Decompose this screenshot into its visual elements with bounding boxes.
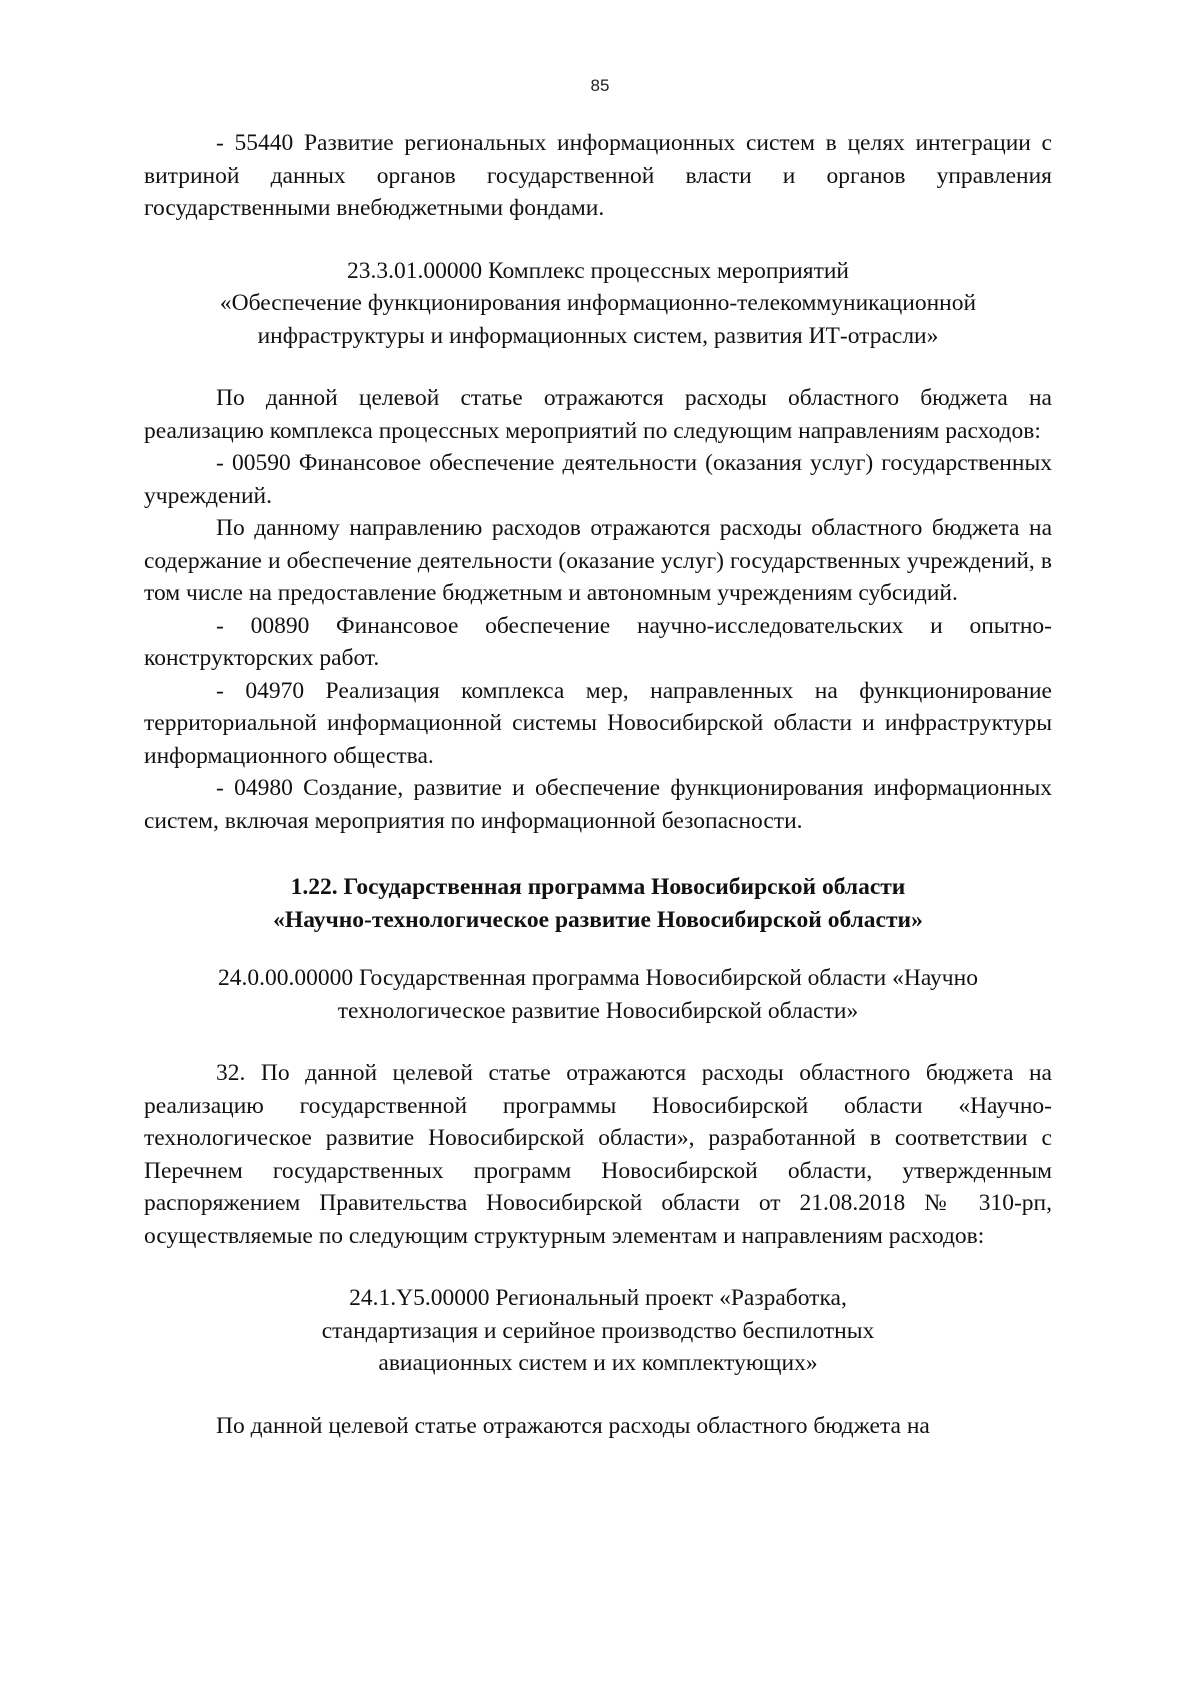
spacer: [144, 936, 1052, 962]
program-heading-line: 24.0.00.00000 Государственная программа Новосибирской области «Научно: [218, 965, 978, 991]
section-heading-line: «Научно-технологическое развитие Новосибирской области»: [273, 906, 923, 933]
program-heading-line: технологическое развитие Новосибирской области»: [337, 997, 859, 1024]
subsection-heading-line: 23.3.01.00000 Комплекс процессных мероприятий: [346, 257, 849, 284]
paragraph-00590-desc: По данному направлению расходов отражаются расходы областного бюджета на содержание и обеспечение деятельности (оказание услуг) государственных учреждений, в том числе на предоставление бюджетным и автономным учреждениям субсидий.: [144, 515, 1052, 606]
spacer: [144, 1027, 1052, 1057]
document-body: [144, 127, 1052, 1442]
paragraph-00890: - 00890 Финансовое обеспечение научно-исследовательских и опытно-конструкторских работ.: [144, 612, 1052, 671]
paragraph-trailing: По данной целевой статье отражаются расходы областного бюджета на: [216, 1412, 930, 1439]
subsection-heading-line: инфраструктуры и информационных систем, развития ИТ-отрасли»: [257, 322, 939, 349]
project-heading-line: стандартизация и серийное производство беспилотных: [321, 1317, 875, 1344]
project-heading-line: 24.1.Y5.00000 Региональный проект «Разработка,: [349, 1285, 847, 1311]
paragraph-55440: - 55440 Развитие региональных информационных систем в целях интеграции с витриной данных органов государственной власти и органов управления государственными внебюджетными фондами.: [144, 130, 1052, 221]
spacer: [144, 837, 1052, 871]
paragraph-04980: - 04980 Создание, развитие и обеспечение функционирования информационных систем, включая мероприятия по информационной безопасности.: [144, 775, 1052, 834]
paragraph-04970: - 04970 Реализация комплекса мер, направленных на функционирование территориальной информационной системы Новосибирской области и инфраструктуры информационного общества.: [144, 677, 1052, 769]
spacer: [144, 225, 1052, 255]
section-heading-line: 1.22. Государственная программа Новосибирской области: [290, 874, 906, 900]
spacer: [144, 1380, 1052, 1410]
subsection-heading-line: «Обеспечение функционирования информационно-телекоммуникационной: [219, 290, 977, 316]
page-number: 85: [590, 76, 610, 95]
paragraph-00590: - 00590 Финансовое обеспечение деятельности (оказания услуг) государственных учреждений.: [144, 450, 1052, 509]
paragraph-32: 32. По данной целевой статье отражаются расходы областного бюджета на реализацию государственной программы Новосибирской области «Научно-технологическое развитие Новосибирской области», разработанной в соответствии с Перечнем государственных программ Новосибирской области, утвержденным распоряжением Правительства Новосибирской области от 21.08.2018 № 310-рп, осуществляемые по следующим структурным элементам и направлениям расходов:: [144, 1060, 1052, 1249]
spacer: [144, 1252, 1052, 1282]
spacer: [144, 352, 1052, 382]
project-heading-line: авиационных систем и их комплектующих»: [378, 1350, 818, 1376]
paragraph-intro: По данной целевой статье отражаются расходы областного бюджета на реализацию комплекса процессных мероприятий по следующим направлениям расходов:: [144, 385, 1052, 444]
